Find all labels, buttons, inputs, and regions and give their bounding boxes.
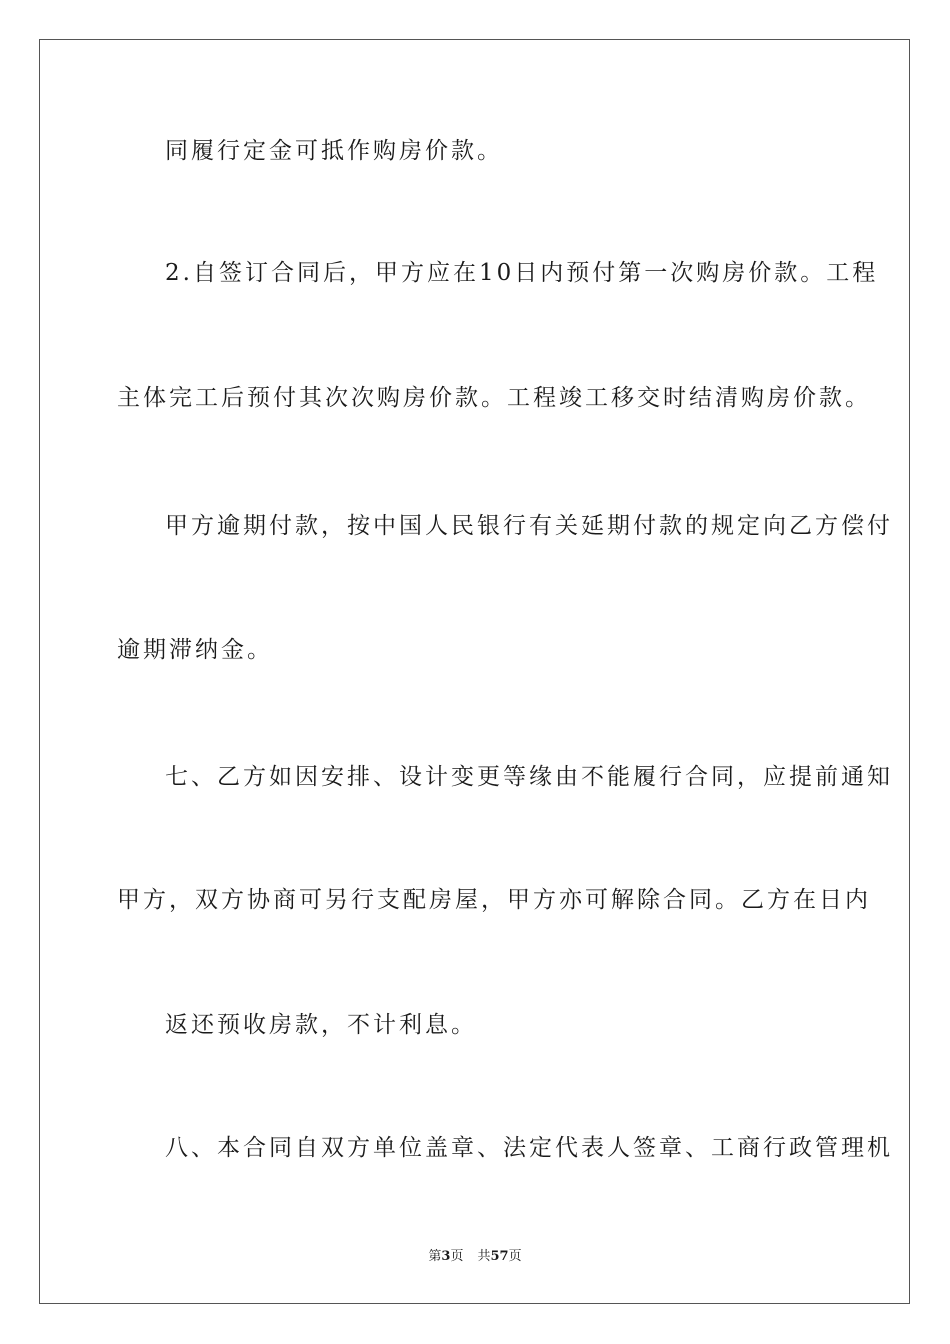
footer-page-suffix: 页: [450, 1249, 464, 1264]
paragraph-line-9: 八、本合同自双方单位盖章、法定代表人签章、工商行政管理机: [165, 1135, 893, 1161]
footer-page-prefix: 第: [428, 1249, 442, 1264]
paragraph-line-6: 七、乙方如因安排、设计变更等缘由不能履行合同，应提前通知: [165, 764, 893, 790]
paragraph-line-8: 返还预收房款，不计利息。: [165, 1012, 477, 1038]
footer-page-number: 3: [441, 1249, 451, 1264]
paragraph-line-4: 甲方逾期付款，按中国人民银行有关延期付款的规定向乙方偿付: [165, 513, 893, 539]
page-border: [39, 39, 910, 1304]
paragraph-line-5: 逾期滞纳金。: [117, 637, 273, 663]
footer-total-suffix: 页: [508, 1249, 522, 1264]
footer-total-pages: 57: [490, 1249, 509, 1264]
paragraph-line-3: 主体完工后预付其次次购房价款。工程竣工移交时结清购房价款。: [117, 385, 871, 411]
page-footer: [0, 1245, 950, 1264]
footer-total-prefix: 共: [477, 1249, 491, 1264]
paragraph-line-1: 同履行定金可抵作购房价款。: [165, 138, 503, 164]
paragraph-line-7: 甲方，双方协商可另行支配房屋，甲方亦可解除合同。乙方在日内: [117, 887, 871, 913]
paragraph-line-2: 2.自签订合同后，甲方应在10日内预付第一次购房价款。工程: [165, 260, 879, 286]
